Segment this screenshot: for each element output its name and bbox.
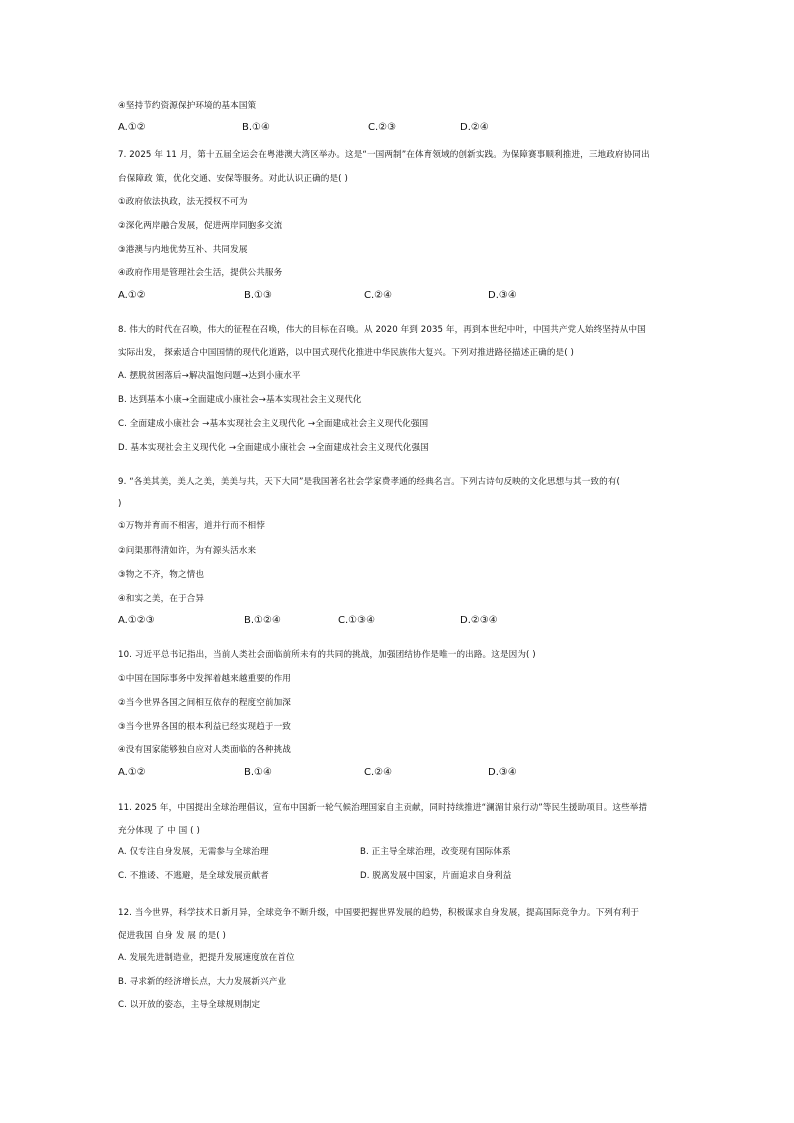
q10-item-4: ④没有国家能够独自应对人类面临的各种挑战 xyxy=(118,745,291,755)
q9-item-3: ③物之不齐，物之情也 xyxy=(118,570,205,580)
q7-option-b[interactable]: B.①③ xyxy=(244,290,272,301)
q6-option-a[interactable]: A.①② xyxy=(118,122,146,133)
q10-option-c[interactable]: C.②④ xyxy=(364,767,393,778)
q9-item-2: ②问渠那得清如许，为有源头活水来 xyxy=(118,546,257,556)
q11-option-c[interactable]: C. 不推诿、不逃避，是全球发展贡献者 xyxy=(118,871,269,881)
q8-stem-line-2: 实际出发， 探索适合中国国情的现代化道路，以中国式现代化推进中华民族伟大复兴。下列对推进路径描述正确的是( ) xyxy=(118,348,574,358)
q10-option-d[interactable]: D.③④ xyxy=(488,767,517,778)
q6-option-b[interactable]: B.①④ xyxy=(242,122,270,133)
q12-option-a[interactable]: A. 发展先进制造业，把提升发展速度放在首位 xyxy=(118,953,295,963)
q7-stem-line-2: 台保障政 策，优化交通、安保等服务。对此认识正确的是( ) xyxy=(118,174,348,184)
q6-option-c[interactable]: C.②③ xyxy=(368,122,397,133)
q11-option-d[interactable]: D. 脱离发展中国家，片面追求自身利益 xyxy=(360,871,512,881)
q7-item-2: ②深化两岸融合发展，促进两岸同胞多交流 xyxy=(118,221,283,231)
q11-stem-line-1: 11. 2025 年，中国提出全球治理倡议，宣布中国新一轮气候治理国家自主贡献，同时持续推进“澜湄甘泉行动”等民生援助项目。这些举措 xyxy=(118,803,648,813)
q10-item-3: ③当今世界各国的根本利益已经实现趋于一致 xyxy=(118,722,291,732)
q9-item-1: ①万物并育而不相害，道并行而不相悖 xyxy=(118,521,265,531)
q6-item-4: ④坚持节约资源保护环境的基本国策 xyxy=(118,101,257,111)
q9-item-4: ④和实之美，在于合异 xyxy=(118,594,205,604)
q8-item-b: B. 达到基本小康→全面建成小康社会→基本实现社会主义现代化 xyxy=(118,395,362,405)
q7-item-1: ①政府依法执政，法无授权不可为 xyxy=(118,197,248,207)
q7-item-4: ④政府作用是管理社会生活，提供公共服务 xyxy=(118,268,283,278)
q9-option-a[interactable]: A.①②③ xyxy=(118,615,155,626)
q9-option-d[interactable]: D.②③④ xyxy=(460,615,498,626)
q10-item-1: ①中国在国际事务中发挥着越来越重要的作用 xyxy=(118,674,291,684)
q11-stem-line-2: 充分体现 了 中 国 ( ) xyxy=(118,826,200,836)
q8-stem-line-1: 8. 伟大的时代在召唤，伟大的征程在召唤，伟大的目标在召唤。从 2020 年到 2035 年，再到本世纪中叶，中国共产党人始终坚持从中国 xyxy=(118,325,646,335)
q12-option-b[interactable]: B. 寻求新的经济增长点，大力发展新兴产业 xyxy=(118,977,287,987)
q7-option-d[interactable]: D.③④ xyxy=(488,290,517,301)
q12-stem-line-1: 12. 当今世界，科学技术日新月异，全球竞争不断升级，中国要把握世界发展的趋势，积极谋求自身发展，提高国际竞争力。下列有利于 xyxy=(118,908,640,918)
q8-item-c: C. 全面建成小康社会 →基本实现社会主义现代化 →全面建成社会主义现代化强国 xyxy=(118,419,429,429)
q10-stem: 10. 习近平总书记指出，当前人类社会面临前所未有的共同的挑战，加强团结协作是唯一的出路。这是因为( ) xyxy=(118,650,536,660)
q8-item-d: D. 基本实现社会主义现代化 →全面建成小康社会 →全面建成社会主义现代化强国 xyxy=(118,443,429,453)
q7-stem-line-1: 7. 2025 年 11 月，第十五届全运会在粤港澳大湾区举办。这是“一国两制”在体育领域的创新实践。为保障赛事顺利推进，三地政府协同出 xyxy=(118,150,650,160)
q12-option-c[interactable]: C. 以开放的姿态，主导全球规则制定 xyxy=(118,1000,261,1010)
q7-item-3: ③港澳与内地优势互补、共同发展 xyxy=(118,245,248,255)
q9-stem-line-1: 9. “各美其美，美人之美，美美与共，天下大同”是我国著名社会学家费孝通的经典名言。下列古诗句反映的文化思想与其一致的有( xyxy=(118,477,620,487)
q7-option-c[interactable]: C.②④ xyxy=(364,290,393,301)
q9-option-c[interactable]: C.①③④ xyxy=(338,615,376,626)
q7-option-a[interactable]: A.①② xyxy=(118,290,146,301)
q6-option-d[interactable]: D.②④ xyxy=(460,122,489,133)
q9-option-b[interactable]: B.①②④ xyxy=(244,615,281,626)
q11-option-a[interactable]: A. 仅专注自身发展，无需参与全球治理 xyxy=(118,847,269,857)
q10-option-a[interactable]: A.①② xyxy=(118,767,146,778)
q10-option-b[interactable]: B.①④ xyxy=(244,767,272,778)
q10-item-2: ②当今世界各国之间相互依存的程度空前加深 xyxy=(118,698,291,708)
q11-option-b[interactable]: B. 正主导全球治理，改变现有国际体系 xyxy=(360,847,511,857)
q9-stem-line-2: ) xyxy=(118,499,122,509)
q12-stem-line-2: 促进我国 自身 发 展 的是( ) xyxy=(118,931,227,941)
q8-item-a: A. 摆脱贫困落后→解决温饱问题→达到小康水平 xyxy=(118,371,301,381)
